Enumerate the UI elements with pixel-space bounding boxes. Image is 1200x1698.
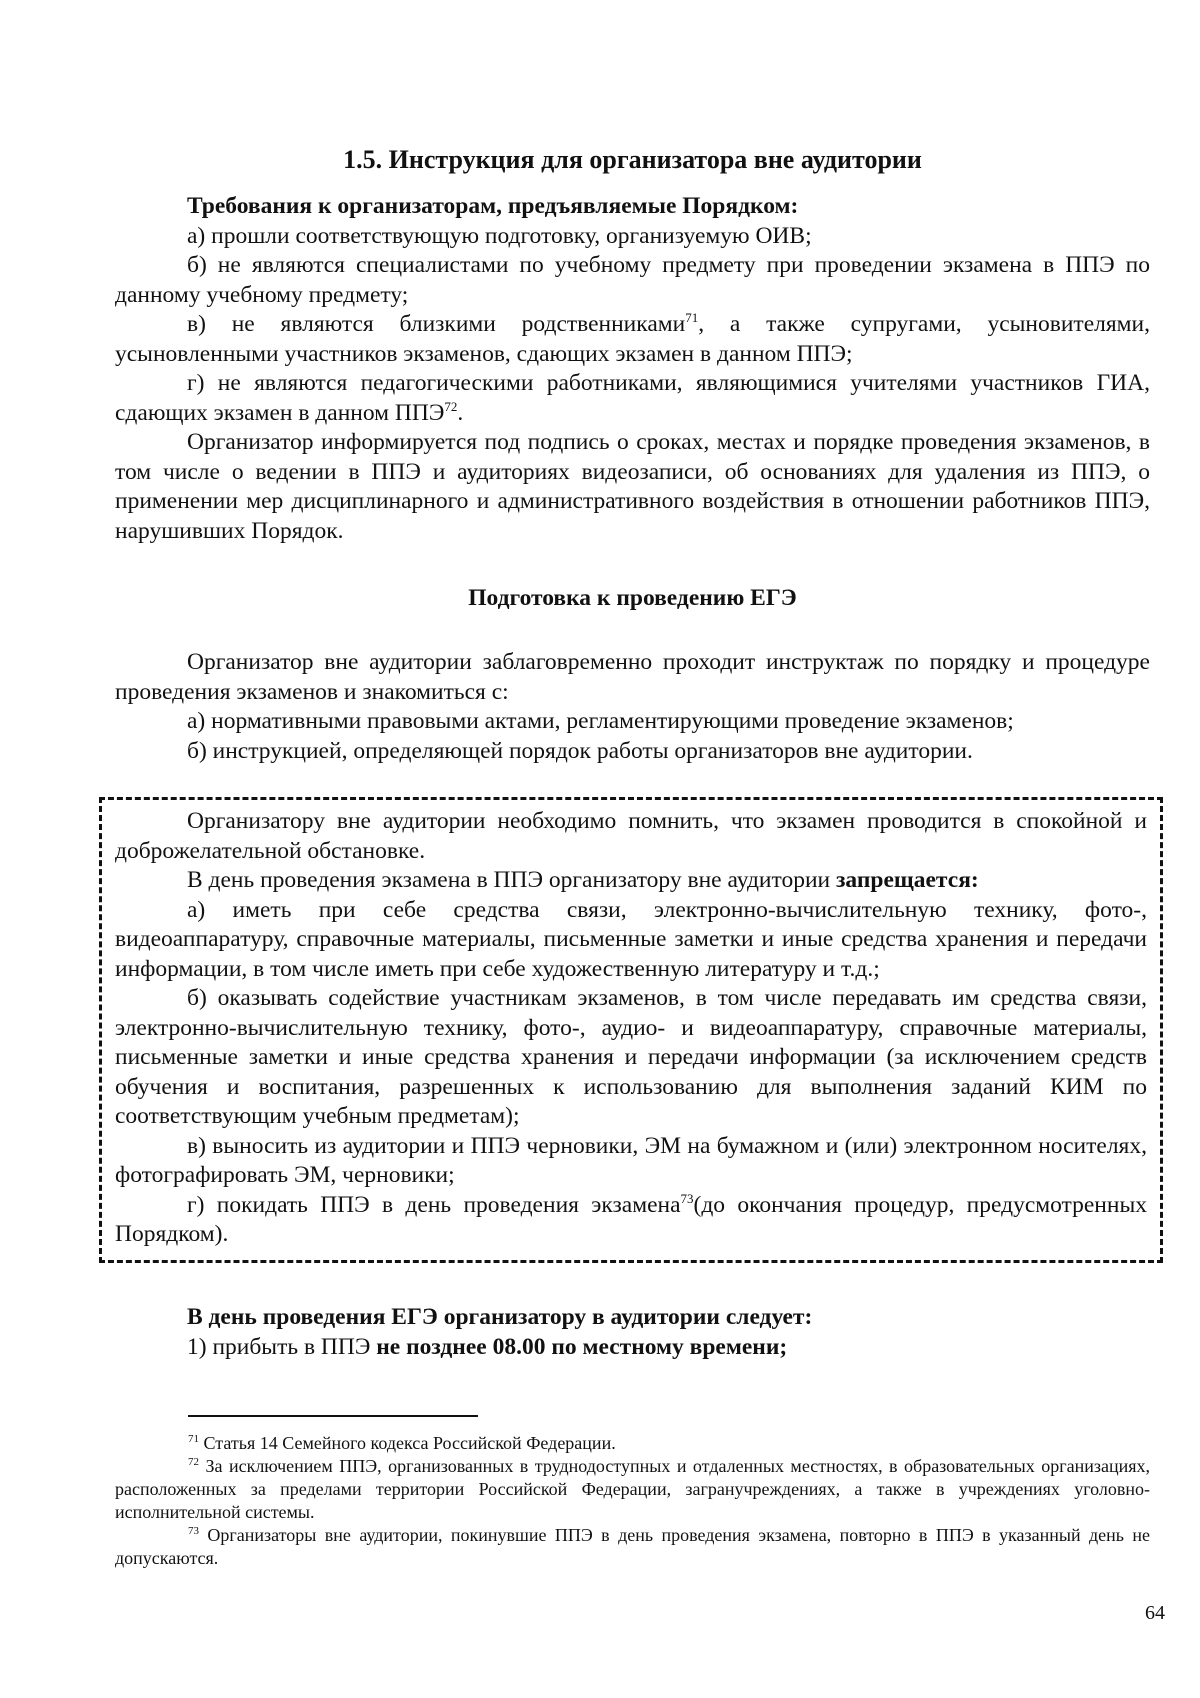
footnote-separator <box>188 1415 478 1417</box>
prohibition-g-text: г) покидать ППЭ в день проведения экзамена <box>187 1191 681 1218</box>
prohibition-b: б) оказывать содействие участникам экзаменов, в том числе передавать им средства связи, электронно-вычислительную технику, фото-, аудио- и видеоаппаратуру, справочные материалы, письменные заметки и иные средства хранения и передачи информации (за исключением средств обучения и воспитания, разрешенных к использованию для выполнения заданий КИМ по соответствующим учебным предметам); <box>115 985 1147 1129</box>
footnote-ref-72[interactable]: 72 <box>444 398 458 414</box>
informed-paragraph: Организатор информируется под подпись о сроках, местах и порядке проведения экзаменов, в том числе о ведении в ППЭ и аудиториях видеозаписи, об основаниях для удаления из ППЭ, о применении мер дисциплинарного и административного воздействия в отношении работников ППЭ, нарушивших Порядок. <box>115 429 1150 544</box>
requirement-g-text: г) не являются педагогическими работниками, являющимися учителями участников ГИА, сдающих экзамен в данном ППЭ <box>115 370 1150 426</box>
exam-day-item-1-deadline: не позднее 08.00 по местному времени; <box>376 1333 788 1360</box>
footnotes <box>115 1432 1150 1570</box>
footnote-ref-73[interactable]: 73 <box>680 1190 694 1206</box>
requirements-heading: Требования к организаторам, предъявляемые Порядком: <box>187 193 799 219</box>
footnote-73 <box>115 1524 1150 1570</box>
requirement-v-text-cont: , а также супругами, усыновителями, усыновленными участников экзаменов, сдающих экзамен в данном ППЭ; <box>115 311 1150 367</box>
requirement-g-end: . <box>457 399 464 426</box>
requirement-g <box>115 369 1150 428</box>
requirement-b: б) не являются специалистами по учебному предмету при проведении экзамена в ППЭ по данному учебному предмету; <box>115 252 1150 308</box>
requirements-section <box>115 192 1150 546</box>
preparation-section <box>115 648 1150 766</box>
prohibitions-box <box>99 797 1163 1263</box>
preparation-intro: Организатор вне аудитории заблаговременно проходит инструктаж по порядку и процедуре проведения экзаменов и знакомиться с: <box>115 649 1150 705</box>
footnote-71-mark: 71 <box>188 1433 199 1445</box>
footnote-72 <box>115 1455 1150 1524</box>
forbidden-keyword: запрещается: <box>835 867 979 893</box>
prohibition-g <box>115 1191 1147 1250</box>
preparation-a: а) нормативными правовыми актами, регламентирующими проведение экзаменов; <box>187 708 1014 734</box>
forbidden-lead-text: В день проведения экзамена в ППЭ организатору вне аудитории <box>187 867 836 893</box>
footnote-71-text: Статья 14 Семейного кодекса Российской Федерации. <box>199 1433 616 1453</box>
footnote-71 <box>115 1432 1150 1455</box>
footnote-72-mark: 72 <box>188 1456 199 1468</box>
footnote-73-mark: 73 <box>188 1525 199 1537</box>
preparation-b: б) инструкцией, определяющей порядок работы организаторов вне аудитории. <box>187 737 973 764</box>
prohibition-v: в) выносить из аудитории и ППЭ черновики, ЭМ на бумажном и (или) электронном носителях, фотографировать ЭМ, черновики; <box>115 1132 1147 1188</box>
prohibition-a: а) иметь при себе средства связи, электронно-вычислительную технику, фото-, видеоаппаратуру, справочные материалы, письменные заметки и иные средства хранения и передачи информации, в том числе иметь при себе художественную литературу и т.д.; <box>115 896 1147 982</box>
exam-day-item-1 <box>115 1333 1150 1363</box>
requirement-v-text: в) не являются близкими родственниками <box>187 311 686 337</box>
preparation-heading: Подготовка к проведению ЕГЭ <box>468 585 797 611</box>
exam-day-heading: В день проведения ЕГЭ организатору в аудитории следует: <box>187 1304 813 1330</box>
prohibition-g-cont: (до окончания процедур, предусмотренных Порядком). <box>115 1191 1147 1247</box>
remember-paragraph: Организатору вне аудитории необходимо помнить, что экзамен проводится в спокойной и доброжелательной обстановке. <box>115 808 1147 864</box>
section-title: 1.5. Инструкция для организатора вне аудитории <box>343 145 922 174</box>
requirement-a: а) прошли соответствующую подготовку, организуемую ОИВ; <box>187 222 812 249</box>
footnote-73-text: Организаторы вне аудитории, покинувшие ППЭ в день проведения экзамена, повторно в ППЭ в указанный день не допускаются. <box>115 1525 1150 1568</box>
requirement-v <box>115 310 1150 369</box>
footnote-ref-71[interactable]: 71 <box>685 310 699 326</box>
footnote-72-text: За исключением ППЭ, организованных в труднодоступных и отдаленных местностях, в образовательных организациях, расположенных за пределами территории Российской Федерации, загранучреждениях, а также в учреждениях уголовно-исполнительной системы. <box>115 1456 1150 1522</box>
exam-day-section <box>115 1303 1150 1362</box>
forbidden-lead <box>115 866 1147 896</box>
exam-day-item-1-text: 1) прибыть в ППЭ <box>187 1333 377 1360</box>
page-number: 64 <box>1145 1602 1165 1624</box>
